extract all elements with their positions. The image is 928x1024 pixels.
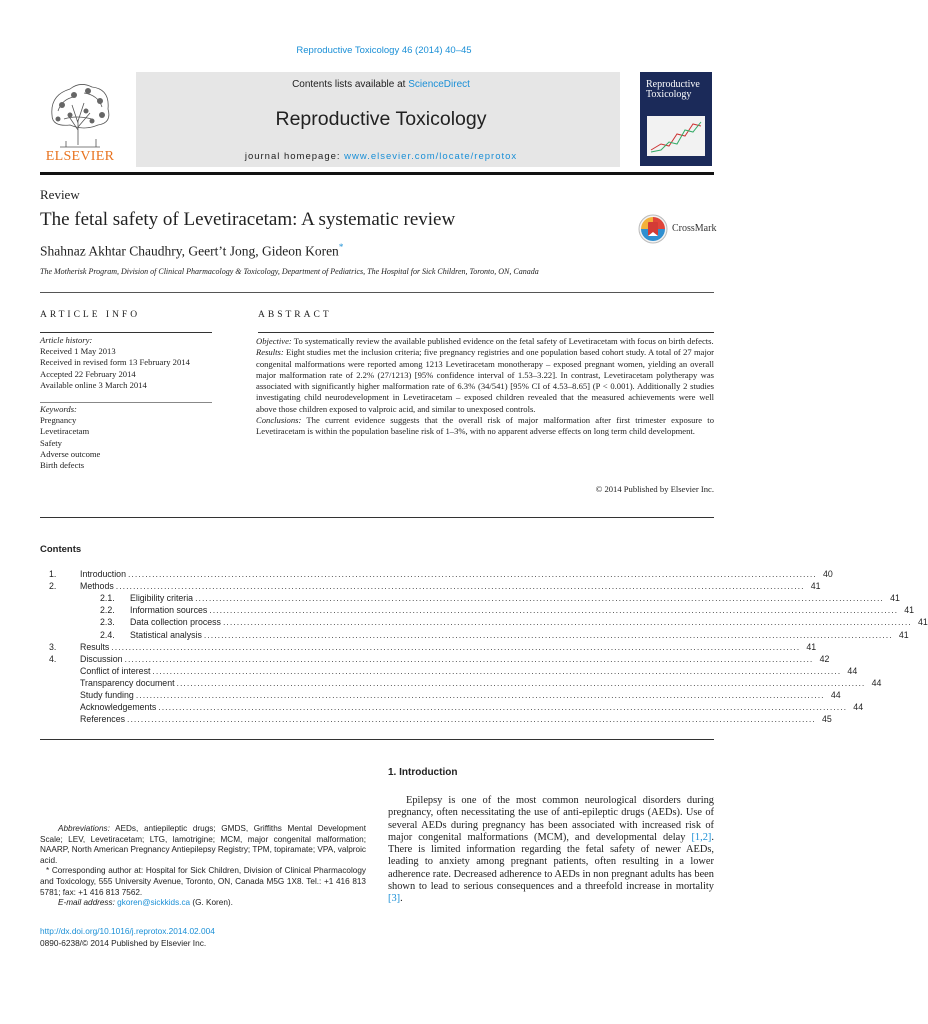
- keywords-block: [40, 404, 212, 471]
- toc-leader-dots: ........................................................................................................................................................................................................: [176, 677, 866, 688]
- toc-row[interactable]: [40, 702, 864, 714]
- contents-availability: [136, 79, 626, 90]
- toc-row[interactable]: [40, 641, 817, 654]
- toc-page-number: 41: [806, 641, 817, 652]
- history-rule: [40, 402, 212, 403]
- journal-citation[interactable]: Reproductive Toxicology 46 (2014) 40–45: [296, 45, 472, 56]
- email-suffix: (G. Koren).: [190, 898, 233, 908]
- toc-label[interactable]: Study funding: [80, 690, 134, 700]
- toc-leader-dots: ........................................................................................................................................................................................................: [195, 593, 884, 604]
- toc-number: 2.4.: [100, 629, 115, 640]
- toc-leader-dots: ........................................................................................................................................................................................................: [127, 569, 817, 579]
- toc-leader-dots: ........................................................................................................................................................................................................: [127, 714, 816, 725]
- toc-row[interactable]: [40, 569, 833, 581]
- toc-leader-dots: ........................................................................................................................................................................................................: [209, 605, 899, 616]
- affiliation-rule: [40, 292, 714, 293]
- email-footnote: [40, 898, 366, 909]
- toc-leader-dots: ........................................................................................................................................................................................................: [222, 617, 912, 628]
- history-item: Received in revised form 13 February 2014: [40, 357, 190, 368]
- abstract-body: [256, 336, 714, 438]
- sciencedirect-link[interactable]: ScienceDirect: [408, 79, 470, 90]
- elsevier-wordmark: ELSEVIER: [45, 149, 115, 164]
- article-title: The fetal safety of Levetiracetam: A systematic review: [40, 209, 456, 230]
- toc-row[interactable]: [40, 653, 830, 666]
- abstract-rule: [258, 332, 714, 333]
- cover-title: Reproductive Toxicology: [646, 79, 700, 100]
- reference-link[interactable]: [3]: [388, 893, 401, 905]
- history-item: Received 1 May 2013: [40, 346, 116, 357]
- toc-number: 2.2.: [100, 605, 115, 616]
- abstract-heading: ABSTRACT: [258, 310, 332, 320]
- keyword-item: Levetiracetam: [40, 426, 90, 437]
- abbreviations-label: Abbreviations:: [58, 824, 110, 833]
- toc-page-number: 41: [890, 593, 900, 604]
- email-label: E-mail address:: [58, 898, 115, 908]
- header-rule: [40, 172, 714, 175]
- toc-page-number: 40: [823, 569, 833, 579]
- authors-text: Shahnaz Akhtar Chaudhry, Geert’t Jong, Gideon Koren: [40, 243, 339, 259]
- crossmark-badge[interactable]: [638, 214, 728, 246]
- homepage-prefix: journal homepage:: [244, 151, 345, 162]
- journal-homepage: [136, 151, 626, 162]
- toc-row[interactable]: [40, 617, 928, 629]
- toc-leader-dots: ........................................................................................................................................................................................................: [152, 665, 842, 676]
- conclusions-label: Conclusions:: [256, 415, 302, 426]
- corresponding-footnote: * Corresponding author at: Hospital for Sick Children, Division of Clinical Pharmacology and Toxicology, 555 University Avenue, Toronto, ON, Canada M5G 1X8. Tel.: +1 416 813 5781; fax: +1 416 813 7562.: [40, 866, 366, 897]
- abbreviations-text: AEDs, antiepileptic drugs; GMDS, Griffiths Mental Development Scale; LEV, Levetiracetam; LTG, lamotrigine; MCM, major congenital malformation; NAARP, North American Pregnancy Antiepilepsy Registry; TPM, topiramate; VPA, valproic acid.: [40, 824, 366, 865]
- intro-text-part: Epilepsy is one of the most common neurological disorders during pregnancy, often necessitating the use of anti-epileptic drugs (AEDs). Use of several AEDs during pregnancy has been associated with increased risk of major congenital malformations (MCM), and developmental delay: [388, 795, 714, 843]
- toc-label[interactable]: Statistical analysis: [130, 629, 202, 640]
- toc-page-number: 44: [871, 677, 882, 688]
- email-link[interactable]: gkoren@sickkids.ca: [117, 898, 191, 908]
- keyword-item: Safety: [40, 437, 62, 448]
- toc-label[interactable]: Transparency document: [80, 677, 175, 688]
- abbreviations-footnote: [40, 824, 366, 866]
- keyword-item: Pregnancy: [40, 415, 77, 426]
- crossmark-icon: [638, 214, 670, 246]
- author-list: [40, 242, 343, 260]
- toc-number: 3.: [49, 641, 57, 652]
- crossmark-label: CrossMark: [672, 223, 717, 234]
- abstract-bottom-rule: [40, 517, 714, 518]
- history-item: Accepted 22 February 2014: [40, 368, 136, 379]
- issn-line: 0890-6238/© 2014 Published by Elsevier Inc.: [40, 938, 207, 948]
- keyword-item: Adverse outcome: [40, 448, 101, 459]
- toc-leader-dots: ........................................................................................................................................................................................................: [115, 581, 805, 592]
- abstract-objective: [256, 336, 714, 347]
- section-type: Review: [40, 187, 80, 202]
- toc-number: 2.: [49, 581, 57, 592]
- toc-row[interactable]: [40, 629, 909, 642]
- toc-leader-dots: ........................................................................................................................................................................................................: [124, 653, 814, 664]
- toc-page-number: 44: [847, 665, 858, 676]
- introduction-heading: 1. Introduction: [388, 767, 458, 778]
- toc-number: 1.: [49, 569, 57, 579]
- toc-leader-dots: ........................................................................................................................................................................................................: [158, 702, 848, 713]
- toc-row[interactable]: [40, 665, 858, 678]
- toc-leader-dots: ........................................................................................................................................................................................................: [111, 641, 801, 652]
- toc-row[interactable]: [40, 581, 821, 593]
- footnotes: [40, 824, 366, 909]
- contents-title: Contents: [40, 544, 82, 555]
- toc-row[interactable]: [40, 714, 832, 726]
- toc-row[interactable]: [40, 690, 841, 702]
- toc-page-number: 41: [904, 605, 915, 616]
- toc-page-number: 42: [819, 653, 830, 664]
- toc-page-number: 41: [917, 617, 928, 628]
- results-label: Results:: [256, 347, 284, 358]
- reference-link[interactable]: [1,2]: [691, 831, 712, 843]
- intro-text-part: .: [400, 893, 403, 905]
- toc-label[interactable]: Acknowledgements: [80, 702, 157, 713]
- toc-page-number: 45: [822, 714, 832, 725]
- doi-link[interactable]: http://dx.doi.org/10.1016/j.reprotox.2014.02.004: [40, 926, 215, 936]
- abstract-copyright: © 2014 Published by Elsevier Inc.: [595, 484, 714, 494]
- objective-text: To systematically review the available published evidence on the fetal safety of Levetiracetam with focus on birth defects.: [291, 336, 714, 346]
- toc-number: 2.3.: [100, 617, 115, 628]
- keywords-label: Keywords:: [40, 404, 77, 414]
- toc-label[interactable]: Eligibility criteria: [130, 593, 194, 604]
- cover-chart-icon: [647, 116, 705, 156]
- toc-row[interactable]: [40, 605, 915, 617]
- abstract-conclusions: [256, 415, 714, 438]
- toc-page-number: 44: [853, 702, 864, 713]
- toc-label[interactable]: Introduction: [80, 569, 126, 579]
- toc-label[interactable]: References: [80, 714, 125, 725]
- journal-cover-image: [640, 72, 712, 166]
- toc-label[interactable]: Data collection process: [130, 617, 221, 628]
- results-text: Eight studies met the inclusion criteria; five pregnancy registries and one population based cohort study. A total of 27 major congenital malformations were reported among 1213 Levetiracetam monotherapy – exposed pregnant women, yielding an overall major malformation rate of 2.2% (27/1213) [95% confidence interval of 1.53–3.22]. In contrast, Levetiracetam polytherapy was associated with significantly higher malformation rate of 6.3% (34/541) [95% CI of 4.53–8.65] (P < 0.001). Additionally 2 studies investigating child neurodevelopment in Levetiracetam – exposed children revealed that the measured achievements were well above those children exposed to valproic acid, and similar to unexposed controls.: [256, 347, 714, 414]
- toc-page-number: 44: [830, 690, 841, 700]
- contents-prefix: Contents lists available at: [292, 79, 409, 90]
- article-history: [40, 335, 212, 391]
- article-info-heading: ARTICLE INFO: [40, 310, 141, 320]
- toc-number: 4.: [49, 653, 57, 664]
- toc-number: 2.1.: [100, 593, 115, 604]
- toc-label[interactable]: Discussion: [80, 653, 123, 664]
- keyword-item: Birth defects: [40, 460, 85, 471]
- journal-name: Reproductive Toxicology: [275, 108, 487, 130]
- toc-row[interactable]: [40, 593, 900, 605]
- contents-bottom-rule: [40, 739, 714, 740]
- toc-leader-dots: ........................................................................................................................................................................................................: [203, 629, 893, 640]
- toc-label[interactable]: Results: [80, 641, 110, 652]
- intro-text-part: . There is limited information regarding the fetal safety of newer AEDs, leading to anxiety among pregnant patients, often resulting in a lower adherence rate. Decreased adherence to AEDs in non pregnant adults has been shown to lead to serious consequences and a threefold increase in mortality: [388, 831, 714, 893]
- objective-label: Objective:: [256, 336, 292, 346]
- abstract-results: [256, 347, 714, 415]
- toc-leader-dots: ........................................................................................................................................................................................................: [135, 690, 825, 700]
- corresponding-author-mark[interactable]: *: [338, 242, 344, 252]
- article-info-rule: [40, 332, 212, 333]
- history-label: Article history:: [40, 335, 93, 345]
- homepage-link[interactable]: www.elsevier.com/locate/reprotox: [344, 151, 518, 162]
- toc-page-number: 41: [898, 629, 909, 640]
- introduction-paragraph: [388, 795, 714, 906]
- conclusions-text: The current evidence suggests that the overall risk of major malformation after first trimester exposure to Levetiracetam is within the population baseline risk of 1–3%, with no apparent adverse effects on long term child development.: [256, 415, 714, 437]
- toc-page-number: 41: [810, 581, 821, 592]
- toc-row[interactable]: [40, 677, 882, 690]
- toc-label[interactable]: Information sources: [130, 605, 208, 616]
- toc-label[interactable]: Conflict of interest: [80, 665, 151, 676]
- history-item: Available online 3 March 2014: [40, 379, 147, 390]
- author-affiliation: The Motherisk Program, Division of Clinical Pharmacology & Toxicology, Department of Pediatrics, The Hospital for Sick Children, Toronto, ON, Canada: [40, 267, 539, 276]
- toc-label[interactable]: Methods: [80, 581, 114, 592]
